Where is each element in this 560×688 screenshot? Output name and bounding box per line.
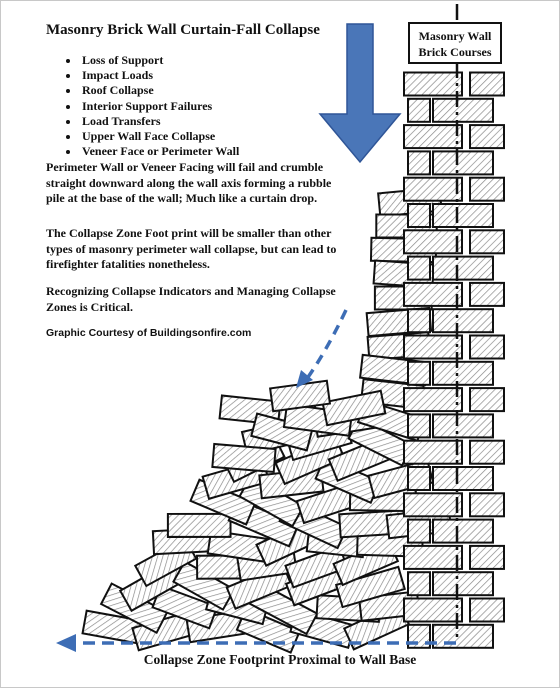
footprint-caption: Collapse Zone Footprint Proximal to Wall Base xyxy=(143,652,417,667)
wall-brick xyxy=(408,362,430,385)
description-paragraph: Perimeter Wall or Veneer Facing will fail and crumble straight downward along the wall axis forming a rubble pile at the base of the wall; Much like a curtain drop. xyxy=(46,160,332,205)
fall-path-dashed xyxy=(306,310,346,380)
cause-item: • Upper Wall Face Collapse xyxy=(80,129,239,144)
rubble-brick xyxy=(212,444,275,472)
wall-brick xyxy=(433,99,493,122)
wall-brick xyxy=(470,546,504,569)
wall-brick xyxy=(470,599,504,622)
footprint-arrowhead xyxy=(56,634,76,652)
wall-label-line1: Masonry Wall xyxy=(418,29,492,43)
wall-brick xyxy=(404,441,462,464)
wall-label-box xyxy=(408,22,502,64)
wall-brick xyxy=(404,283,462,306)
wall-brick xyxy=(470,73,504,96)
footprint-paragraph: The Collapse Zone Foot print will be smaller than other types of masonry perimeter wall collapse, but can lead to firefighter fatalities nonetheless. xyxy=(46,226,337,271)
wall-brick xyxy=(433,151,493,174)
wall-label-line2: Brick Courses xyxy=(418,45,492,59)
rubble-brick xyxy=(168,514,231,537)
wall-brick xyxy=(408,572,430,595)
downward-arrow xyxy=(320,24,400,162)
cause-item: • Load Transfers xyxy=(80,114,239,129)
wall-brick xyxy=(408,257,430,280)
collapse-causes-list xyxy=(64,53,239,159)
wall-brick xyxy=(470,336,504,359)
wall-brick xyxy=(408,467,430,490)
critical-note-paragraph: Recognizing Collapse Indicators and Managing Collapse Zones is Critical. xyxy=(46,284,336,314)
wall-brick xyxy=(404,493,462,516)
wall-brick xyxy=(470,441,504,464)
wall-brick xyxy=(433,204,493,227)
graphic-credit: Graphic Courtesy of Buildingsonfire.com xyxy=(46,327,252,339)
cause-item: • Interior Support Failures xyxy=(80,99,239,114)
wall-brick xyxy=(404,336,462,359)
wall-brick xyxy=(408,99,430,122)
wall-brick xyxy=(470,493,504,516)
cause-item: • Impact Loads xyxy=(80,68,239,83)
wall-brick xyxy=(470,230,504,253)
wall-brick xyxy=(470,178,504,201)
wall-brick xyxy=(404,546,462,569)
wall-brick xyxy=(433,414,493,437)
wall-brick xyxy=(433,309,493,332)
wall-brick xyxy=(404,73,462,96)
wall-brick xyxy=(433,467,493,490)
wall-brick xyxy=(433,520,493,543)
wall-brick xyxy=(408,309,430,332)
wall-brick xyxy=(404,230,462,253)
wall-brick xyxy=(404,388,462,411)
wall-brick xyxy=(470,283,504,306)
diagram-title: Masonry Brick Wall Curtain-Fall Collapse xyxy=(46,22,320,38)
wall-brick xyxy=(470,388,504,411)
wall-brick xyxy=(408,414,430,437)
wall-brick xyxy=(433,572,493,595)
wall-brick xyxy=(433,257,493,280)
wall-brick xyxy=(404,125,462,148)
wall-brick xyxy=(404,178,462,201)
cause-item: • Loss of Support xyxy=(80,53,239,68)
wall-brick xyxy=(433,625,493,648)
wall-brick xyxy=(470,125,504,148)
wall-brick-courses xyxy=(404,73,504,648)
wall-brick xyxy=(408,151,430,174)
wall-brick xyxy=(404,599,462,622)
wall-brick xyxy=(408,520,430,543)
cause-item: • Veneer Face or Perimeter Wall xyxy=(80,144,239,159)
wall-brick xyxy=(408,204,430,227)
cause-item: • Roof Collapse xyxy=(80,83,239,98)
wall-brick xyxy=(433,362,493,385)
